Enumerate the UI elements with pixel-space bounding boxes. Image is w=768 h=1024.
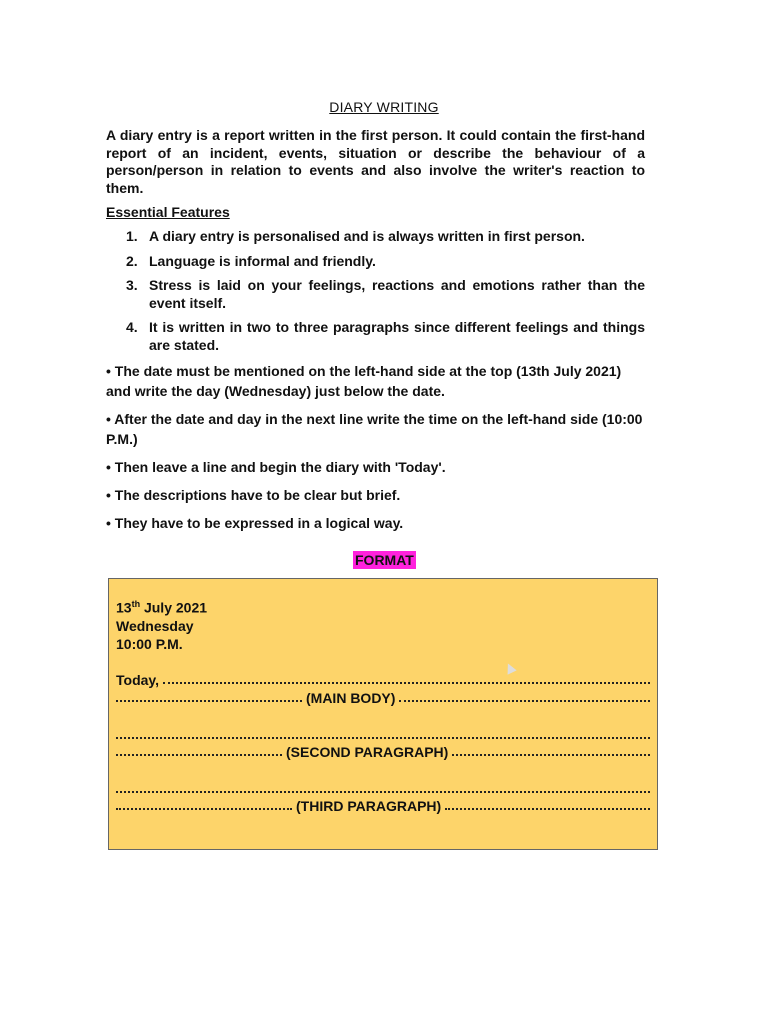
essential-features-heading: Essential Features: [106, 204, 230, 220]
dotted-line: [445, 808, 650, 810]
main-body-row: [116, 690, 650, 706]
dotted-line: [116, 700, 302, 702]
dotted-line: [116, 791, 650, 793]
feature-text: A diary entry is personalised and is always written in first person.: [149, 228, 585, 244]
bullet-list: [106, 361, 645, 541]
today-row: [116, 672, 650, 688]
format-box: [108, 578, 658, 850]
dotted-line: [163, 682, 650, 684]
features-list: [106, 228, 645, 354]
third-paragraph-row: [116, 798, 650, 814]
format-second-paragraph: (SECOND PARAGRAPH): [286, 744, 449, 760]
feature-number: 2.: [126, 252, 138, 269]
format-today: Today,: [116, 672, 160, 688]
feature-item: [106, 319, 645, 354]
bullet-item: • Then leave a line and begin the diary with 'Today'.: [106, 459, 446, 475]
feature-text: Stress is laid on your feelings, reactions and emotions rather than the event itself.: [149, 277, 645, 311]
dotted-line: [116, 808, 292, 810]
feature-text: It is written in two to three paragraphs since different feelings and things are stated.: [149, 319, 645, 353]
dotted-line: [116, 754, 282, 756]
format-label: FORMAT: [355, 552, 414, 568]
feature-number: 1.: [126, 228, 138, 244]
bullet-item: • They have to be expressed in a logical way.: [106, 515, 404, 531]
bullet-item: • The date must be mentioned on the left-hand side at the top (13th July 2021) and write the day (Wednesday) just below the date.: [106, 363, 622, 399]
dotted-line: [116, 737, 650, 739]
format-date-suffix: th: [131, 599, 141, 609]
format-third-paragraph: (THIRD PARAGRAPH): [296, 798, 442, 814]
dotted-line: [452, 754, 650, 756]
feature-item: [106, 277, 645, 312]
format-date-rest: July 2021: [140, 599, 208, 616]
format-date: [116, 599, 207, 616]
format-weekday: Wednesday: [116, 618, 194, 634]
format-main-body: (MAIN BODY): [306, 690, 396, 706]
format-time: 10:00 P.M.: [116, 636, 183, 652]
feature-text: Language is informal and friendly.: [149, 252, 376, 269]
feature-item: [106, 253, 645, 271]
page-title: DIARY WRITING: [329, 99, 439, 115]
feature-number: 4.: [126, 319, 138, 335]
bullet-item: • The descriptions have to be clear but brief.: [106, 487, 401, 503]
bullet-item: • After the date and day in the next line write the time on the left-hand side (10:00 P.M.): [106, 411, 643, 447]
feature-item: [106, 228, 645, 246]
intro-paragraph: A diary entry is a report written in the first person. It could contain the first-hand report of an incident, events, situation or describe the behaviour of a person/person in relation to events and also involve the writer's reaction to them.: [106, 127, 645, 196]
feature-number: 3.: [126, 277, 138, 293]
format-date-day: 13: [116, 599, 132, 616]
dotted-line: [399, 700, 650, 702]
second-paragraph-row: [116, 744, 650, 760]
